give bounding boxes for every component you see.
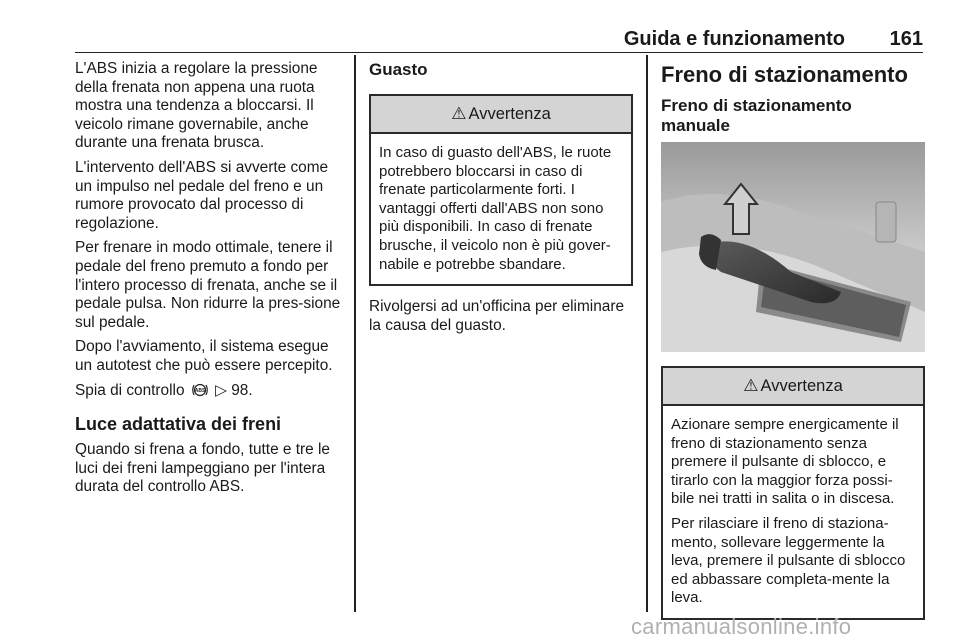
abs-paragraph-1: L'ABS inizia a regolare la pressione della frenata non appena una ruota mostra una tendenza a bloccarsi. Il veicolo rimane governabile, anche durante una frenata brusca. bbox=[75, 60, 318, 152]
adaptive-brake-light-paragraph: Quando si frena a fondo, tutte e tre le luci dei freni lampeggiano per l'intera durata del controllo ABS. bbox=[75, 441, 330, 496]
abs-paragraph-3: Per frenare in modo ottimale, tenere il pedale del freno premuto a fondo per l'intero processo di frenata, anche se il pedale pulsa. Non ridurre la pres-sione sul pedale. bbox=[75, 239, 341, 331]
watermark: carmanualsonline.info bbox=[631, 614, 852, 639]
page-header bbox=[75, 26, 923, 53]
warning-box bbox=[661, 366, 925, 620]
svg-text:ABS: ABS bbox=[194, 387, 206, 394]
warning-title: Avvertenza bbox=[760, 376, 843, 395]
warning-body bbox=[663, 406, 923, 618]
warning-box bbox=[369, 94, 633, 286]
column-divider bbox=[354, 55, 356, 612]
warning-text: In caso di guasto dell'ABS, le ruote potrebbero bloccarsi in caso di frenate particolarmente forti. I vantaggi offerti dall'ABS non sono più disponibili. In caso di frenate brusche, il veicolo non è più gover-nabile e potrebbe sbandare. bbox=[379, 144, 612, 273]
warning-triangle-icon: ⚠ bbox=[743, 376, 759, 395]
warning-text-2: Per rilasciare il freno di staziona-mento, sollevare leggermente la leva, premere il pulsante di sblocco ed abbassare completa-mente la leva. bbox=[671, 514, 906, 607]
fault-paragraph: Rivolgersi ad un'officina per eliminare la causa del guasto. bbox=[369, 298, 625, 334]
page-reference: 98. bbox=[231, 381, 253, 399]
warning-text-1: Azionare sempre energicamente il freno di stazionamento senza premere il pulsante di sblocco, e tirarlo con la maggior forza possi-bile nei tratti in salita o in discesa. bbox=[671, 416, 899, 508]
section-title: Guida e funzionamento bbox=[623, 28, 845, 50]
column-left bbox=[75, 60, 347, 503]
page-ref-arrow-icon: ▷ bbox=[215, 381, 227, 399]
reference-text: Spia di controllo bbox=[75, 381, 185, 399]
column-right bbox=[661, 60, 925, 620]
warning-triangle-icon: ⚠ bbox=[451, 104, 467, 123]
parking-brake-heading: Freno di stazionamento bbox=[661, 62, 908, 87]
page-number: 161 bbox=[889, 28, 923, 50]
warning-body bbox=[371, 134, 631, 284]
warning-light-reference bbox=[75, 382, 347, 404]
fault-heading: Guasto bbox=[369, 60, 428, 79]
abs-paragraph-2: L'intervento dell'ABS si avverte come un impulso nel pedale del freno e un rumore provocato dal processo di regolazione. bbox=[75, 158, 329, 232]
manual-parking-brake-subheading: Freno di stazionamento manuale bbox=[661, 96, 852, 135]
adaptive-brake-light-heading: Luce adattativa dei freni bbox=[75, 414, 282, 435]
handbrake-lever-photo bbox=[661, 142, 925, 352]
warning-header bbox=[663, 368, 923, 406]
column-middle bbox=[369, 60, 633, 341]
warning-header bbox=[371, 96, 631, 134]
warning-title: Avvertenza bbox=[468, 104, 551, 123]
column-divider bbox=[646, 55, 648, 612]
abs-paragraph-4: Dopo l'avviamento, il sistema esegue un autotest che può essere percepito. bbox=[75, 338, 333, 374]
abs-warning-icon bbox=[191, 382, 209, 404]
